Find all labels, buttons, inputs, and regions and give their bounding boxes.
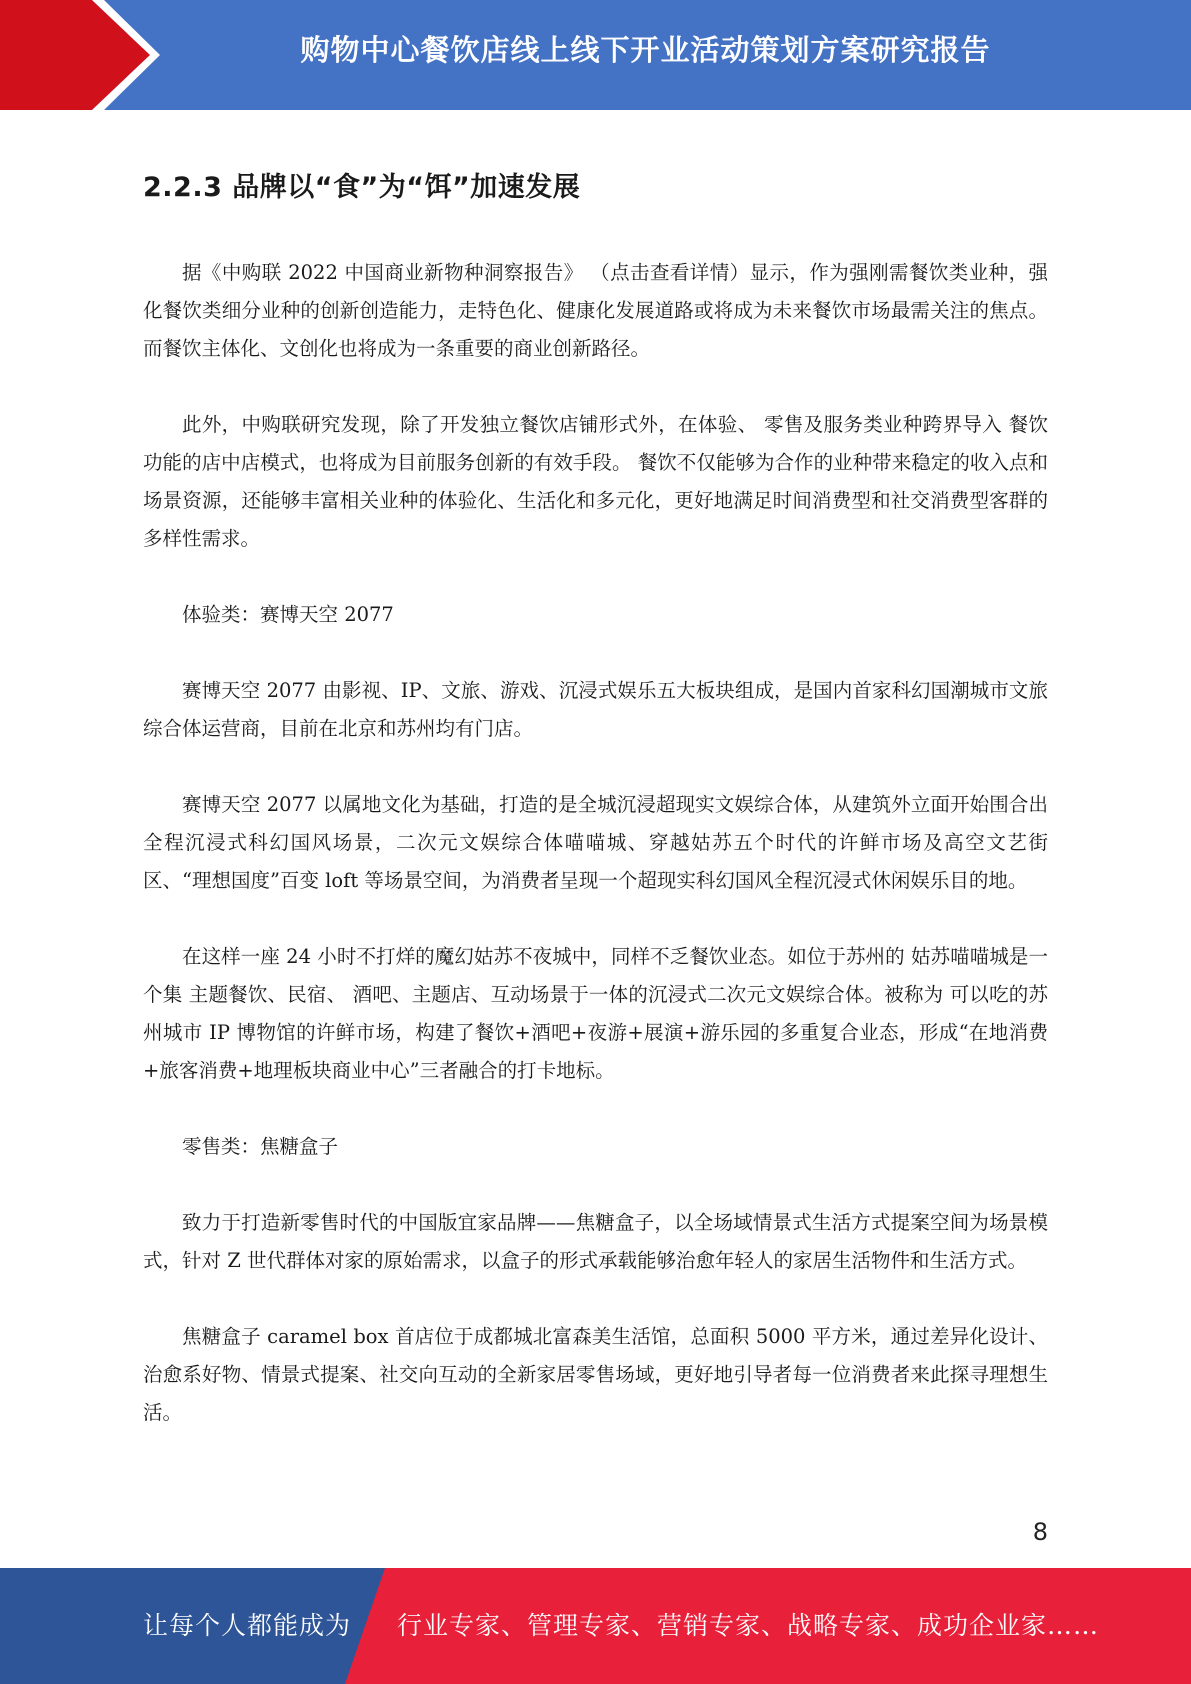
page-footer-band [0, 1568, 1191, 1684]
main-content [143, 165, 1048, 1470]
paragraph-intro: 据《中购联 2022 中国商业新物种洞察报告》 （点击查看详情）显示，作为强刚需餐饮类业种，强化餐饮类细分业种的创新创造能力，走特色化、健康化发展道路或将成为未来餐饮市场最需关注的焦点。而餐饮主体化、文创化也将成为一条重要的商业创新路径。 [143, 261, 1048, 360]
page-header-band [0, 0, 1191, 110]
subheading-experience-category: 体验类：赛博天空 2077 [182, 603, 394, 626]
paragraph-caramel-box-intro: 致力于打造新零售时代的中国版宜家品牌——焦糖盒子，以全场域情景式生活方式提案空间为场景模式，针对 Z 世代群体对家的原始需求，以盒子的形式承载能够治愈年轻人的家居生活物件和生活方式。 [143, 1211, 1048, 1272]
footer-slogan-right: 行业专家、管理专家、营销专家、战略专家、成功企业家…… [397, 1611, 1100, 1640]
footer-slogan-left: 让每个人都能成为 [143, 1611, 352, 1640]
report-title: 购物中心餐饮店线上线下开业活动策划方案研究报告 [300, 33, 991, 67]
paragraph-caramel-box-store: 焦糖盒子 caramel box 首店位于成都城北富森美生活馆，总面积 5000 平方米，通过差异化设计、治愈系好物、情景式提案、社交向互动的全新家居零售场域，更好地引导者每一位消费者来此探寻理想生活。 [143, 1325, 1048, 1424]
header-red-arrow-shape [0, 0, 150, 110]
paragraph-cyber-sky-detail: 赛博天空 2077 以属地文化为基础，打造的是全城沉浸超现实文娱综合体，从建筑外立面开始围合出全程沉浸式科幻国风场景，二次元文娱综合体喵喵城、穿越姑苏五个时代的许鲜市场及高空文艺街区、“理想国度”百变 loft 等场景空间，为消费者呈现一个超现实科幻国风全程沉浸式休闲娱乐目的地。 [143, 793, 1048, 892]
paragraph-cyber-sky-overview: 赛博天空 2077 由影视、IP、文旅、游戏、沉浸式娱乐五大板块组成，是国内首家科幻国潮城市文旅综合体运营商，目前在北京和苏州均有门店。 [143, 679, 1048, 740]
section-heading: 2.2.3 品牌以“食”为“饵”加速发展 [143, 172, 581, 203]
paragraph-research-finding: 此外，中购联研究发现，除了开发独立餐饮店铺形式外，在体验、 零售及服务类业种跨界导入 餐饮功能的店中店模式，也将成为目前服务创新的有效手段。 餐饮不仅能够为合作的业种带来稳定的收入点和场景资源，还能够丰富相关业种的体验化、生活化和多元化，更好地满足时间消费型和社交消费型客群的多样性需求。 [143, 413, 1048, 550]
subheading-retail-category: 零售类：焦糖盒子 [182, 1135, 339, 1158]
page-number: 8 [1032, 1518, 1048, 1546]
paragraph-suzhou-dining: 在这样一座 24 小时不打烊的魔幻姑苏不夜城中，同样不乏餐饮业态。如位于苏州的 姑苏喵喵城是一个集 主题餐饮、民宿、 酒吧、主题店、互动场景于一体的沉浸式二次元文娱综合体。被称为 可以吃的苏州城市 IP 博物馆的许鲜市场，构建了餐饮+酒吧+夜游+展演+游乐园的多重复合业态，形成“在地消费+旅客消费+地理板块商业中心”三者融合的打卡地标。 [143, 945, 1048, 1082]
